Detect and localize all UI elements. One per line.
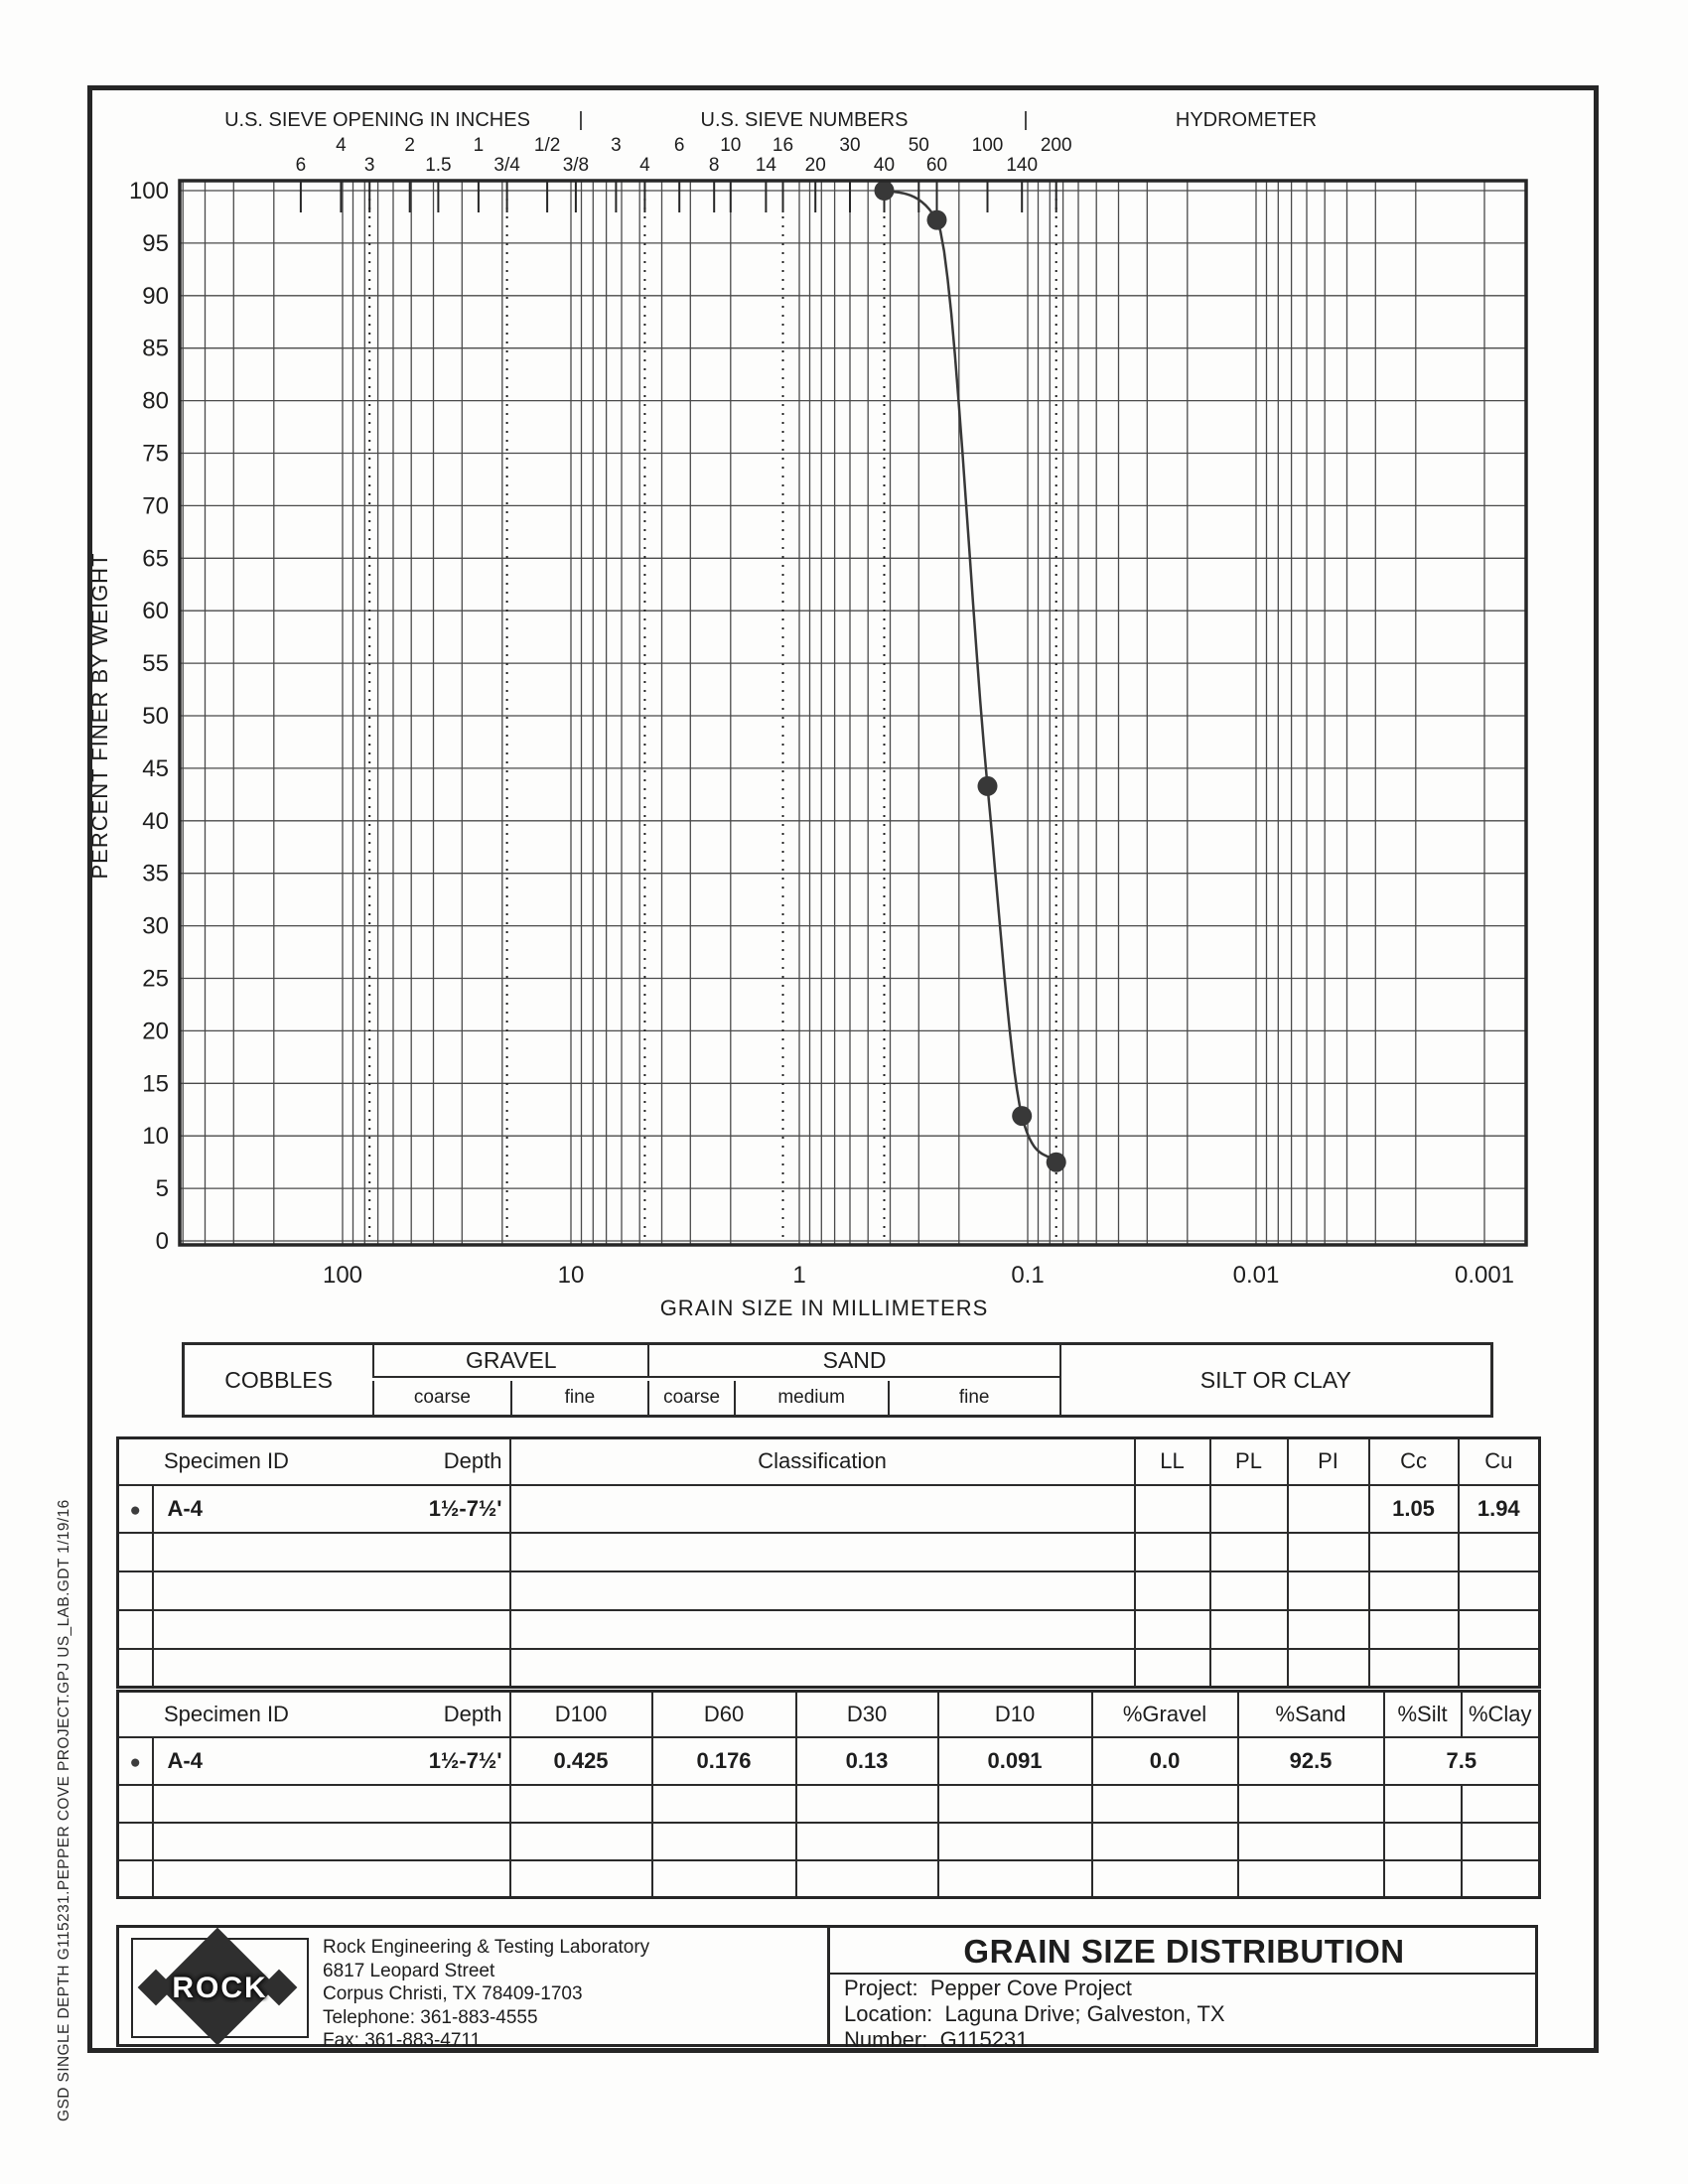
header-hydrometer: HYDROMETER xyxy=(1175,109,1318,131)
number-label: Number: xyxy=(844,2027,928,2052)
specimen-id-value: A-4 xyxy=(167,1495,203,1521)
d60-cell: 0.176 xyxy=(652,1737,796,1785)
y-tick-label-65: 65 xyxy=(142,545,169,573)
sieve-label-inches-1.5: 1.5 xyxy=(425,155,452,176)
y-tick-label-15: 15 xyxy=(142,1070,169,1098)
y-tick-label-45: 45 xyxy=(142,754,169,782)
table-row xyxy=(118,1485,1540,1533)
sieve-label-inches-3: 3 xyxy=(363,155,375,176)
cc-cell: 1.05 xyxy=(1369,1485,1459,1533)
location-value: Laguna Drive; Galveston, TX xyxy=(944,2001,1225,2026)
sieve-label-numbers-10: 10 xyxy=(720,135,742,156)
marker-cell xyxy=(118,1485,153,1533)
limits-header-specimen-depth xyxy=(118,1438,510,1485)
report-title: GRAIN SIZE DISTRIBUTION xyxy=(830,1928,1538,1975)
pct-silt-clay-cell: 7.5 xyxy=(1384,1737,1540,1785)
table-row-empty xyxy=(118,1571,1540,1610)
y-tick-label-25: 25 xyxy=(142,965,169,993)
specimen-depth-cell xyxy=(153,1485,510,1533)
header-sieve-inches: U.S. SIEVE OPENING IN INCHES xyxy=(224,109,530,131)
gradation-header-pct-clay: %Clay xyxy=(1462,1692,1540,1737)
depth-header: Depth xyxy=(443,1448,502,1474)
sieve-label-inches-2: 2 xyxy=(404,135,415,156)
x-tick-label-0.1: 0.1 xyxy=(1011,1262,1045,1289)
lab-address-block xyxy=(323,1936,649,2053)
pl-cell xyxy=(1210,1485,1288,1533)
limits-header-row xyxy=(118,1438,1540,1485)
rock-logo xyxy=(131,1938,309,2038)
y-tick-label-60: 60 xyxy=(142,598,169,625)
specimen-id-header: Specimen ID xyxy=(164,1701,289,1726)
header-separator-1: | xyxy=(578,109,584,131)
logo-text: ROCK xyxy=(172,1971,268,2004)
number-line xyxy=(830,2028,1538,2052)
y-tick-label-40: 40 xyxy=(142,807,169,835)
table-row xyxy=(118,1737,1540,1785)
lab-address-line-1: 6817 Leopard Street xyxy=(323,1960,495,1981)
x-tick-label-0.001: 0.001 xyxy=(1454,1262,1515,1289)
classification-cell xyxy=(510,1485,1135,1533)
gradation-header-row xyxy=(118,1692,1540,1737)
sieve-label-numbers-6: 6 xyxy=(673,135,685,156)
gradation-header-specimen-depth xyxy=(118,1692,510,1737)
sieve-label-numbers-30: 30 xyxy=(839,135,861,156)
specimen-marker-icon: ● xyxy=(129,1499,141,1521)
y-tick-label-20: 20 xyxy=(142,1018,169,1045)
limits-header-cc: Cc xyxy=(1369,1438,1459,1485)
y-tick-label-10: 10 xyxy=(142,1123,169,1151)
sieve-label-numbers-16: 16 xyxy=(772,135,794,156)
location-label: Location: xyxy=(844,2001,933,2026)
location-line xyxy=(830,2002,1538,2026)
limits-header-classification: Classification xyxy=(510,1438,1135,1485)
limits-header-pi: PI xyxy=(1288,1438,1369,1485)
y-tick-label-50: 50 xyxy=(142,703,169,730)
specimen-marker-icon: ● xyxy=(129,1751,141,1773)
pi-cell xyxy=(1288,1485,1369,1533)
lab-address-line-4: Fax: 361-883-4711 xyxy=(323,2030,482,2051)
y-tick-label-30: 30 xyxy=(142,912,169,940)
sieve-label-numbers-50: 50 xyxy=(908,135,929,156)
project-line xyxy=(830,1977,1538,2000)
gradation-header-pct-sand: %Sand xyxy=(1238,1692,1384,1737)
specimen-id-value: A-4 xyxy=(167,1747,203,1773)
pct-gravel-cell: 0.0 xyxy=(1092,1737,1238,1785)
sieve-label-inches-1: 1 xyxy=(473,135,485,156)
x-tick-label-10: 10 xyxy=(557,1262,585,1289)
y-axis-title: PERCENT FINER BY WEIGHT xyxy=(87,552,112,880)
x-tick-label-100: 100 xyxy=(322,1262,363,1289)
gradation-header-d10: D10 xyxy=(938,1692,1092,1737)
specimen-depth-cell xyxy=(153,1737,510,1785)
pct-sand-cell: 92.5 xyxy=(1238,1737,1384,1785)
lab-address-line-2: Corpus Christi, TX 78409-1703 xyxy=(323,1983,583,2004)
y-tick-label-55: 55 xyxy=(142,650,169,678)
y-tick-label-95: 95 xyxy=(142,229,169,257)
sieve-label-numbers-20: 20 xyxy=(804,155,826,176)
sieve-label-numbers-60: 60 xyxy=(925,155,948,176)
d30-cell: 0.13 xyxy=(796,1737,938,1785)
marker-cell xyxy=(118,1737,153,1785)
table-row-empty xyxy=(118,1610,1540,1649)
y-tick-label-85: 85 xyxy=(142,335,169,362)
sieve-label-numbers-200: 200 xyxy=(1040,135,1072,156)
specimen-id-header: Specimen ID xyxy=(164,1448,289,1474)
y-tick-label-90: 90 xyxy=(142,282,169,310)
footer-title-block xyxy=(116,1925,1538,2052)
band-cobbles: COBBLES xyxy=(224,1366,333,1393)
table-row-empty xyxy=(118,1649,1540,1688)
d100-cell: 0.425 xyxy=(510,1737,652,1785)
y-tick-label-75: 75 xyxy=(142,440,169,468)
band-sand-fine: fine xyxy=(888,1381,1059,1416)
ll-cell xyxy=(1135,1485,1210,1533)
band-gravel-fine: fine xyxy=(510,1381,648,1416)
sieve-label-inches-3-4: 3/4 xyxy=(493,155,520,176)
number-value: G115231 xyxy=(939,2027,1029,2052)
header-separator-2: | xyxy=(1023,109,1029,131)
table-row-empty xyxy=(118,1860,1540,1898)
table-row-empty xyxy=(118,1823,1540,1860)
file-info-vertical-text: GSD SINGLE DEPTH G115231.PEPPER COVE PROJECT.GPJ US_LAB.GDT 1/19/16 xyxy=(56,1499,72,2121)
lab-address-line-0: Rock Engineering & Testing Laboratory xyxy=(323,1937,650,1958)
gradation-header-pct-silt: %Silt xyxy=(1384,1692,1462,1737)
table-row-empty xyxy=(118,1785,1540,1823)
cu-cell: 1.94 xyxy=(1459,1485,1540,1533)
y-tick-label-100: 100 xyxy=(128,178,169,205)
y-tick-label-35: 35 xyxy=(142,860,169,887)
sieve-label-inches-1-2: 1/2 xyxy=(533,135,561,156)
gradation-header-d30: D30 xyxy=(796,1692,938,1737)
lab-address-line-3: Telephone: 361-883-4555 xyxy=(323,2006,538,2028)
sieve-label-numbers-14: 14 xyxy=(755,155,776,176)
band-gravel-coarse: coarse xyxy=(372,1381,510,1416)
sieve-label-numbers-8: 8 xyxy=(708,155,720,176)
sieve-label-numbers-3: 3 xyxy=(611,135,622,156)
band-gravel: GRAVEL xyxy=(372,1345,647,1378)
x-tick-label-1: 1 xyxy=(792,1262,806,1289)
table-row-empty xyxy=(118,1533,1540,1571)
limits-header-ll: LL xyxy=(1135,1438,1210,1485)
y-tick-label-80: 80 xyxy=(142,387,169,415)
project-value: Pepper Cove Project xyxy=(929,1976,1132,2000)
sieve-label-inches-4: 4 xyxy=(336,135,347,156)
gradation-table xyxy=(116,1690,1541,1899)
project-label: Project: xyxy=(844,1976,918,2000)
y-tick-label-70: 70 xyxy=(142,492,169,520)
x-axis-title: GRAIN SIZE IN MILLIMETERS xyxy=(659,1296,989,1320)
band-silt-or-clay: SILT OR CLAY xyxy=(1059,1345,1490,1415)
d10-cell: 0.091 xyxy=(938,1737,1092,1785)
band-sand: SAND xyxy=(647,1345,1058,1378)
sieve-label-inches-6: 6 xyxy=(295,155,307,176)
limits-header-pl: PL xyxy=(1210,1438,1288,1485)
sieve-label-numbers-100: 100 xyxy=(971,135,1004,156)
limits-table xyxy=(116,1436,1541,1689)
gradation-header-d60: D60 xyxy=(652,1692,796,1737)
gradation-header-d100: D100 xyxy=(510,1692,652,1737)
band-sand-coarse: coarse xyxy=(647,1381,733,1416)
y-tick-label-0: 0 xyxy=(155,1228,169,1255)
sieve-label-numbers-4: 4 xyxy=(639,155,650,176)
sieve-label-numbers-140: 140 xyxy=(1006,155,1039,176)
header-sieve-numbers: U.S. SIEVE NUMBERS xyxy=(700,109,909,131)
x-tick-label-0.01: 0.01 xyxy=(1232,1262,1280,1289)
gradation-header-pct-gravel: %Gravel xyxy=(1092,1692,1238,1737)
sieve-label-inches-3-8: 3/8 xyxy=(562,155,590,176)
limits-header-cu: Cu xyxy=(1459,1438,1540,1485)
depth-value: 1½-7½' xyxy=(428,1495,502,1521)
sieve-label-numbers-40: 40 xyxy=(873,155,896,176)
depth-value: 1½-7½' xyxy=(428,1747,502,1773)
classification-band-table xyxy=(182,1342,1493,1418)
footer-project-block xyxy=(827,1928,1538,2052)
depth-header: Depth xyxy=(443,1701,502,1726)
band-sand-medium: medium xyxy=(734,1381,888,1416)
y-tick-label-5: 5 xyxy=(155,1175,169,1203)
